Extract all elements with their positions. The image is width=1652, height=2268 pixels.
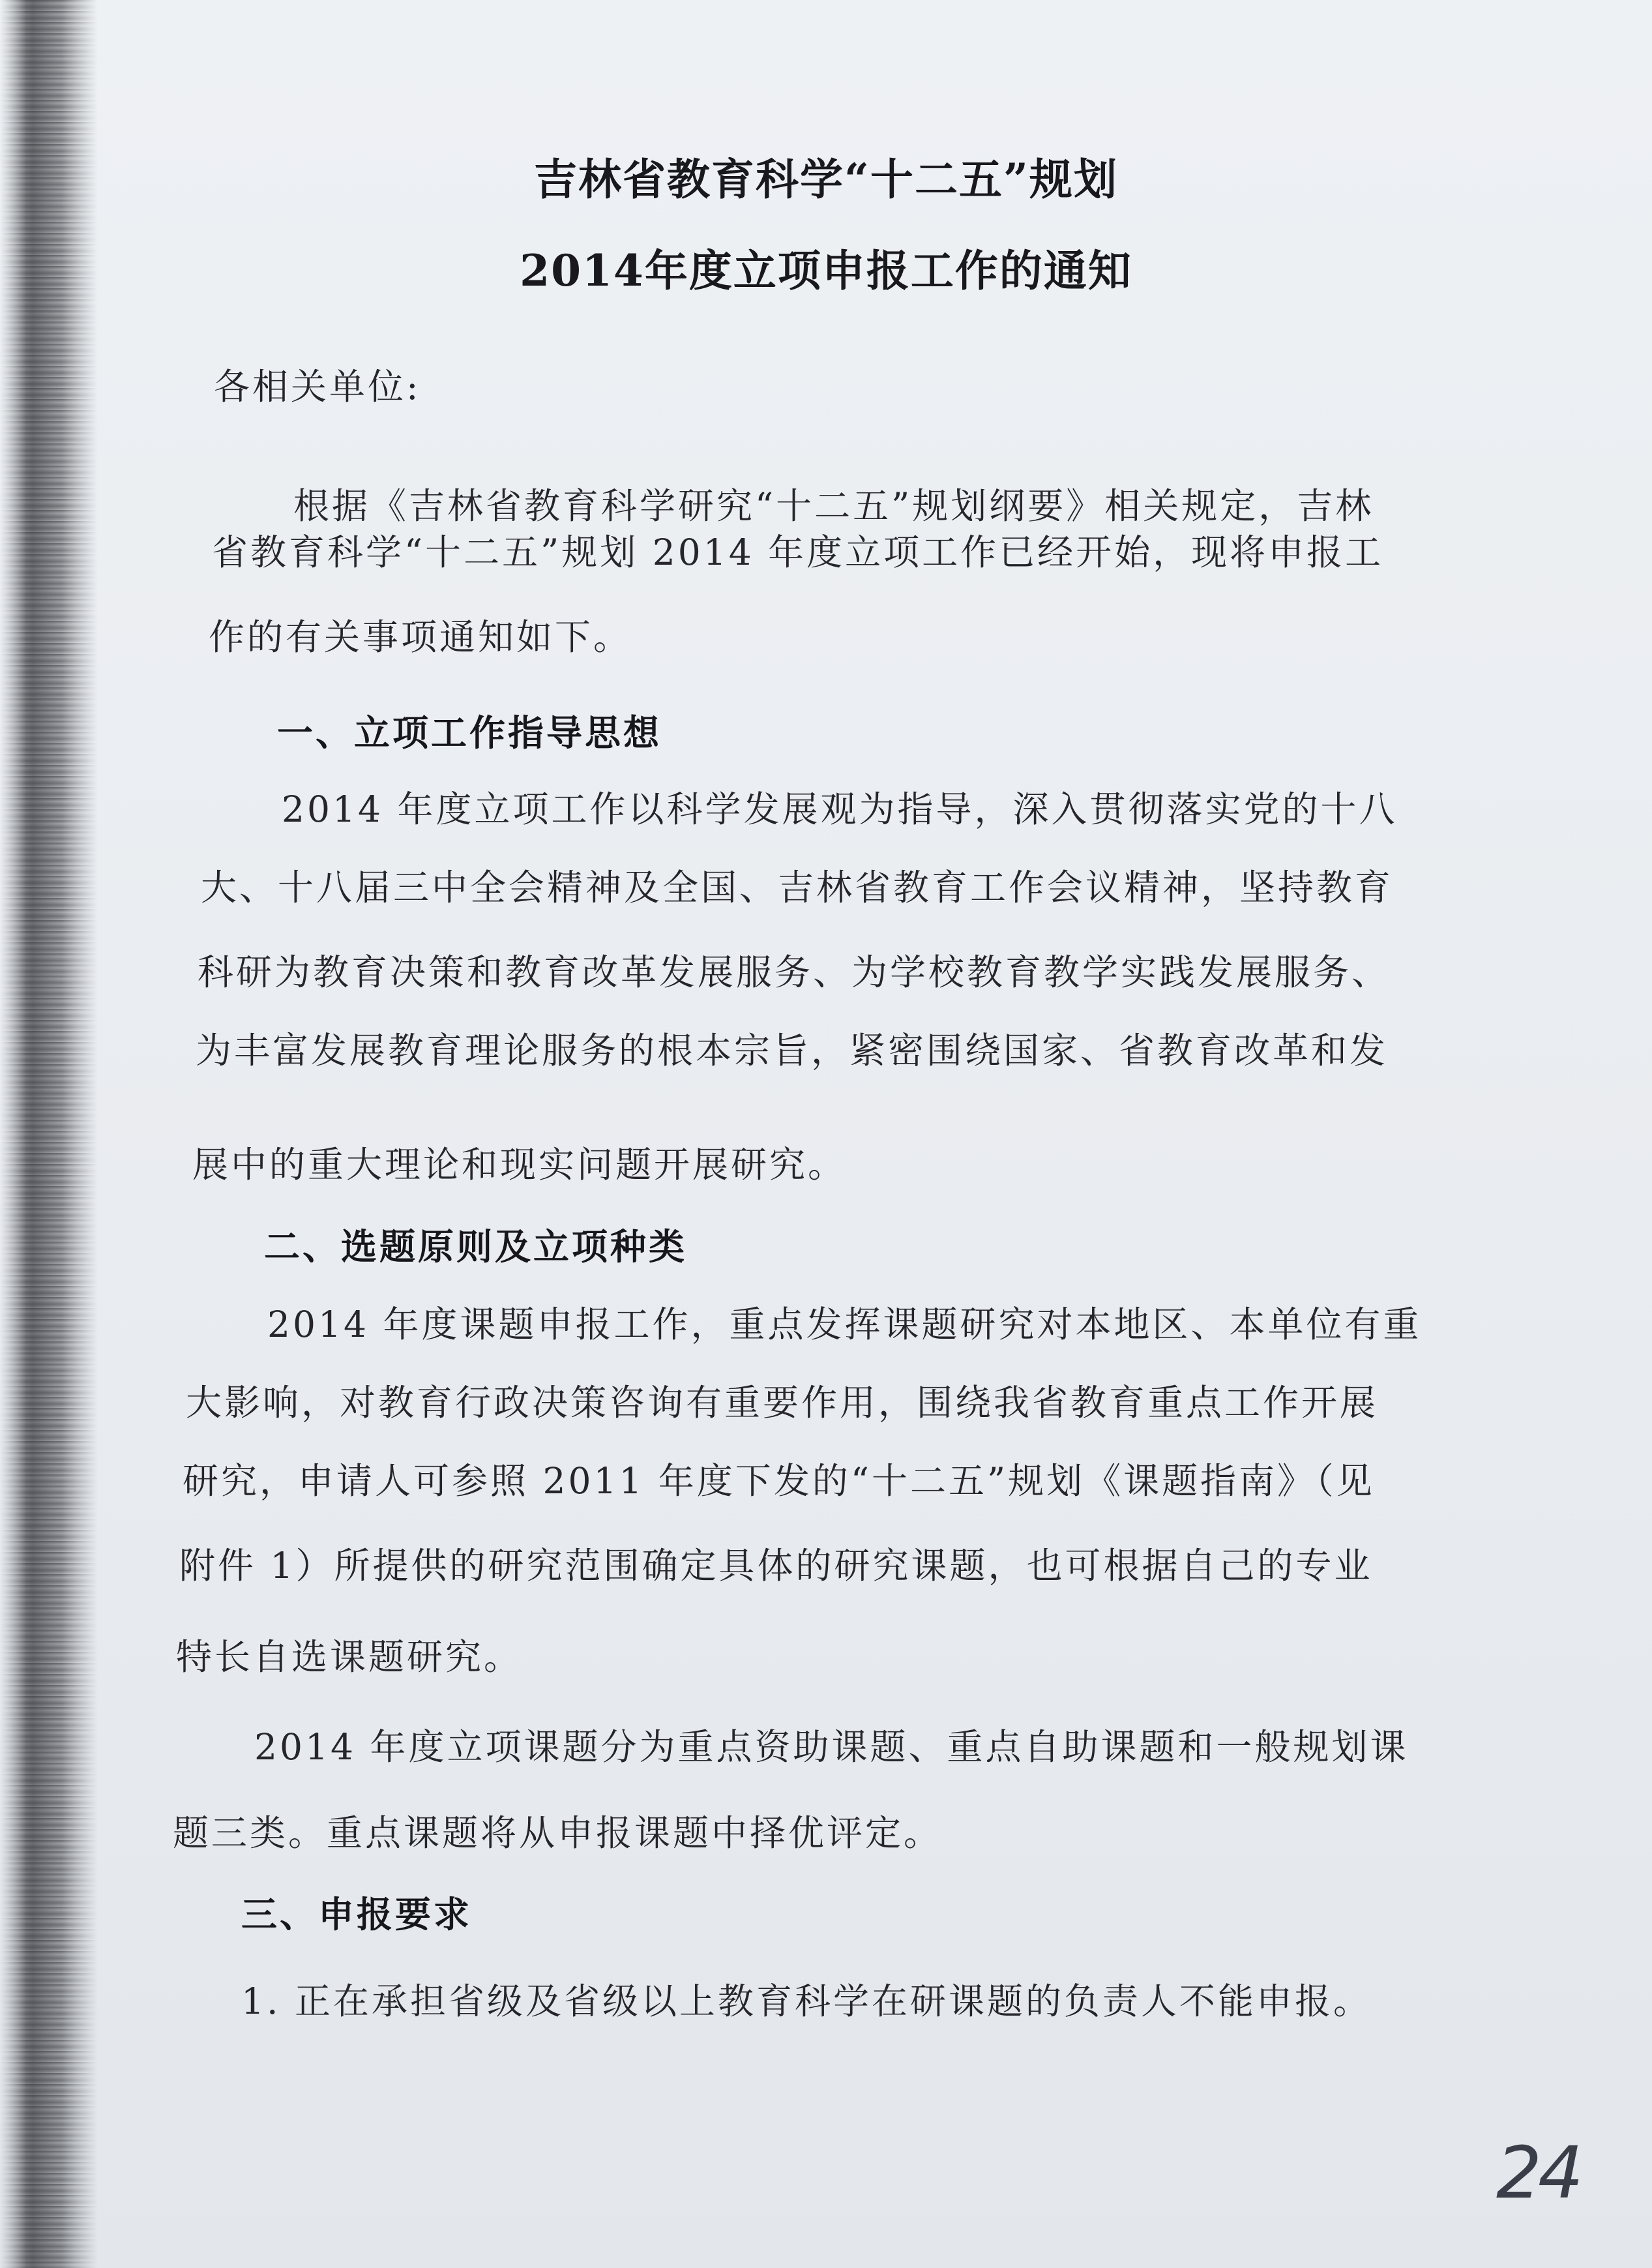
document-title-line-1: 吉林省教育科学“十二五”规划 bbox=[534, 154, 1118, 205]
document-title-line-2: 2014年度立项申报工作的通知 bbox=[520, 245, 1132, 296]
section-heading-3: 三、申报要求 bbox=[241, 1893, 473, 1935]
body-line: 省教育科学“十二五”规划 2014 年度立项工作已经开始，现将申报工 bbox=[212, 531, 1384, 573]
body-line: 特长自选课题研究。 bbox=[176, 1636, 523, 1678]
body-line: 作的有关事项通知如下。 bbox=[209, 616, 632, 658]
scan-edge-shadow bbox=[0, 0, 98, 2268]
body-line: 2014 年度课题申报工作，重点发挥课题研究对本地区、本单位有重 bbox=[267, 1304, 1422, 1345]
body-line: 展中的重大理论和现实问题开展研究。 bbox=[192, 1144, 847, 1186]
body-line: 大、十八届三中全会精神及全国、吉林省教育工作会议精神，坚持教育 bbox=[201, 867, 1394, 908]
body-line: 大影响，对教育行政决策咨询有重要作用，围绕我省教育重点工作开展 bbox=[186, 1382, 1379, 1424]
body-line: 2014 年度立项课题分为重点资助课题、重点自助课题和一般规划课 bbox=[254, 1726, 1409, 1768]
handwritten-page-number: 24 bbox=[1496, 2131, 1580, 2215]
body-line: 附件 1）所提供的研究范围确定具体的研究课题，也可根据自己的专业 bbox=[179, 1545, 1373, 1587]
body-line: 题三类。重点课题将从申报课题中择优评定。 bbox=[173, 1812, 943, 1854]
body-line: 根据《吉林省教育科学研究“十二五”规划纲要》相关规定，吉林 bbox=[293, 485, 1374, 527]
body-line: 为丰富发展教育理论服务的根本宗旨，紧密围绕国家、省教育改革和发 bbox=[196, 1030, 1389, 1071]
section-heading-2: 二、选题原则及立项种类 bbox=[264, 1225, 688, 1268]
body-line: 研究，申请人可参照 2011 年度下发的“十二五”规划《课题指南》（见 bbox=[183, 1460, 1375, 1502]
body-line: 科研为教育决策和教育改革发展服务、为学校教育教学实践发展服务、 bbox=[198, 951, 1391, 993]
body-line: 2014 年度立项工作以科学发展观为指导，深入贯彻落实党的十八 bbox=[282, 788, 1398, 830]
salutation: 各相关单位: bbox=[214, 366, 421, 408]
section-heading-1: 一、立项工作指导思想 bbox=[277, 711, 662, 754]
body-line: 1. 正在承担省级及省级以上教育科学在研课题的负责人不能申报。 bbox=[241, 1980, 1372, 2022]
